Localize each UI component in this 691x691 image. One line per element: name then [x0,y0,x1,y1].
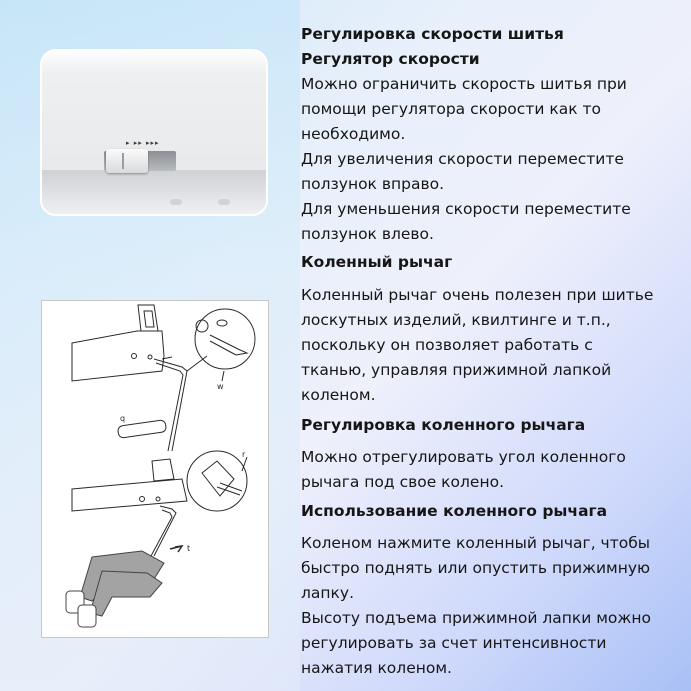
knee-line: тканью, управляя прижимной лапкой [301,361,612,379]
speed-line: Для увеличения скорости переместите [301,150,624,168]
knee-line: коленом. [301,386,376,404]
knee-line: поскольку он позволяет работать с [301,336,593,354]
adjust-line: Можно отрегулировать угол коленного [301,448,626,466]
speed-slider-knob [106,149,148,173]
speed-subheading: Регулятор скорости [301,50,480,68]
usage-line: быстро поднять или опустить прижимную [301,559,651,577]
knee-line: Коленный рычаг очень полезен при шитье [301,286,654,304]
speed-line: помощи регулятора скорости как то [301,100,601,118]
label-q: q [120,414,126,423]
speed-line: Можно ограничить скорость шитья при [301,75,627,93]
usage-line: лапку. [301,584,355,602]
knee-heading: Коленный рычаг [301,253,453,271]
machine-foot [170,199,182,205]
usage-heading: Использование коленного рычага [301,502,608,520]
machine-foot [218,199,230,205]
adjust-heading: Регулировка коленного рычага [301,416,586,434]
label-w: w [217,382,224,391]
knee-lifter-drawing [42,301,268,637]
speed-arrows-icon: ▸ ▸▸ ▸▸▸ [126,139,160,147]
adjust-heading-block [301,413,681,438]
speed-heading: Регулировка скорости шитья [301,25,564,43]
usage-line: Коленом нажмите коленный рычаг, чтобы [301,534,651,552]
knee-lifter-illustration [41,300,269,638]
slider-knob-grip [122,153,124,169]
knee-section [301,283,681,408]
speed-section [301,22,681,247]
knee-heading-block [301,250,681,275]
usage-section [301,531,681,681]
label-r: r [242,450,246,459]
label-t: t [187,544,191,553]
machine-top-edge [42,51,266,78]
speed-line: Для уменьшения скорости переместите [301,200,631,218]
knee-line: лоскутных изделий, квилтинге и т.п., [301,311,611,329]
usage-line: нажатия коленом. [301,659,452,677]
usage-line: Высоту подъема прижимной лапки можно [301,609,651,627]
machine-bottom-band [42,170,266,214]
usage-heading-block [301,499,681,524]
adjust-line: рычага под свое колено. [301,473,504,491]
speed-line: ползунок вправо. [301,175,444,193]
usage-line: регулировать за счет интенсивности [301,634,607,652]
speed-slider-photo [40,49,268,216]
adjust-section [301,445,681,495]
speed-line: необходимо. [301,125,406,143]
speed-line: ползунок влево. [301,225,434,243]
